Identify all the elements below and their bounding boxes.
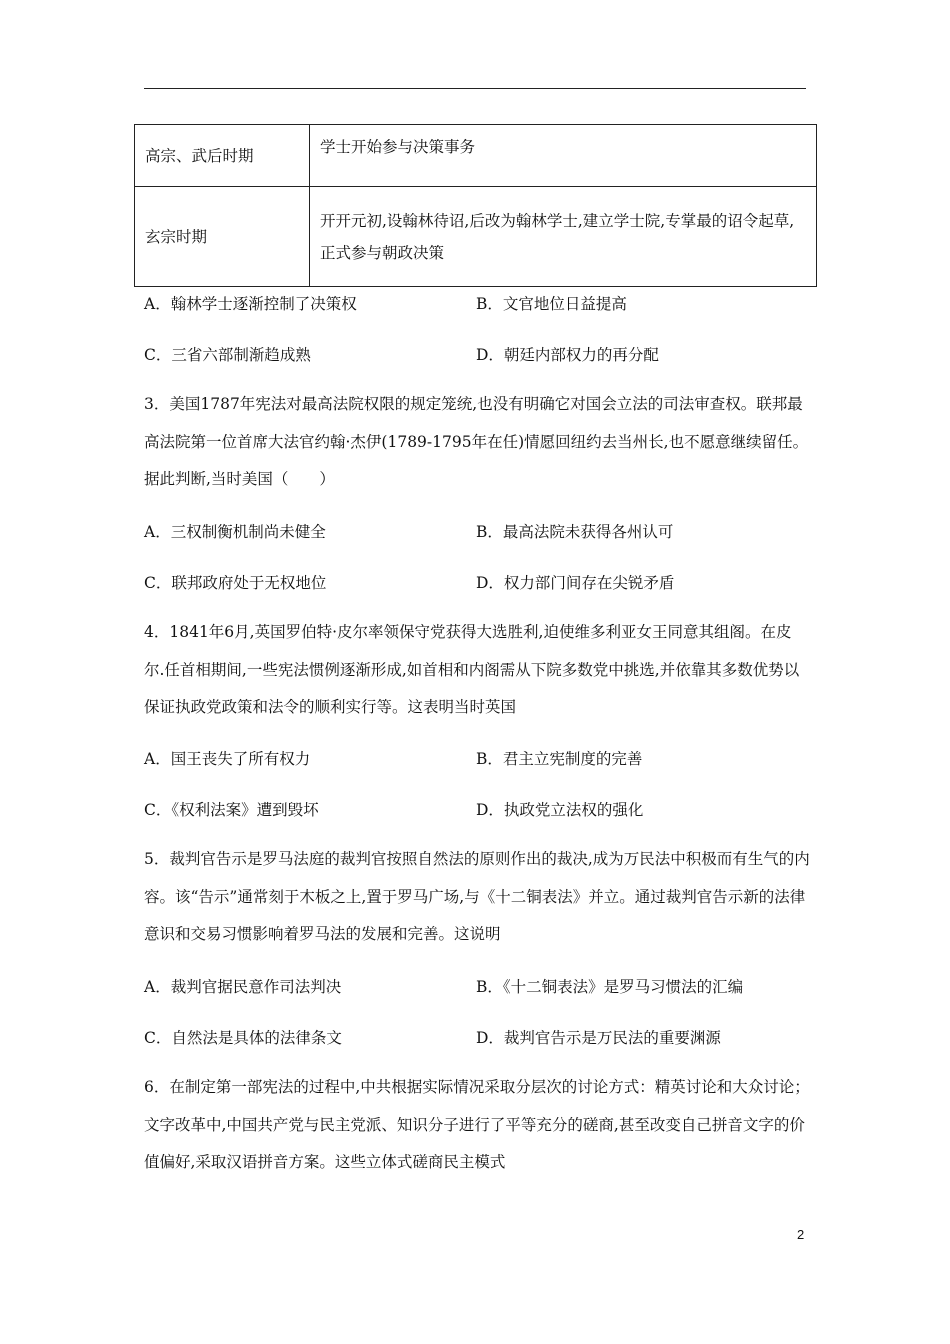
q4-option-d: D．执政党立法权的强化	[476, 801, 644, 819]
table-row	[135, 125, 817, 187]
history-table	[134, 124, 817, 287]
q5-option-a: A．裁判官据民意作司法判决	[144, 978, 342, 996]
q2-option-b: B．文官地位日益提高	[476, 295, 627, 313]
q4-option-a: A．国王丧失了所有权力	[144, 750, 311, 768]
q6-stem: 6．在制定第一部宪法的过程中,中共根据实际情况采取分层次的讨论方式：精英讨论和大众讨论；文字改革中,中国共产党与民主党派、知识分子进行了平等充分的磋商,甚至改变自己拼音文字的价值偏好,采取汉语拼音方案。这些立体式磋商民主模式	[144, 1078, 810, 1171]
q3-option-d: D．权力部门间存在尖锐矛盾	[476, 574, 675, 592]
table-cell-desc: 开开元初,设翰林待诏,后改为翰林学士,建立学士院,专掌最的诏令起草,正式参与朝政决策	[310, 187, 817, 287]
q3-option-b: B．最高法院未获得各州认可	[476, 523, 674, 541]
q3-option-a: A．三权制衡机制尚未健全	[144, 523, 326, 541]
q3-option-c: C．联邦政府处于无权地位	[144, 574, 327, 592]
q5-option-d: D．裁判官告示是万民法的重要渊源	[476, 1029, 721, 1047]
table-cell-period: 玄宗时期	[135, 187, 310, 287]
q5-stem: 5．裁判官告示是罗马法庭的裁判官按照自然法的原则作出的裁决,成为万民法中积极而有生气的内容。该“告示”通常刻于木板之上,置于罗马广场,与《十二铜表法》并立。通过裁判官告示新的法律意识和交易习惯影响着罗马法的发展和完善。这说明	[144, 850, 810, 943]
q2-option-c: C．三省六部制渐趋成熟	[144, 346, 311, 364]
q4-option-c: C．《权利法案》遭到毁坏	[144, 801, 319, 819]
q4-option-b: B．君主立宪制度的完善	[476, 750, 643, 768]
header-rule	[144, 88, 806, 89]
q2-option-d: D．朝廷内部权力的再分配	[476, 346, 659, 364]
q3-stem: 3．美国1787年宪法对最高法院权限的规定笼统,也没有明确它对国会立法的司法审查权。联邦最高法院第一位首席大法官约翰·杰伊(1789-1795年在任)情愿回纽约去当州长,也不愿意继续留任。据此判断,当时美国（ ）	[144, 395, 809, 488]
page-number: 2	[797, 1227, 805, 1242]
table-row	[135, 187, 817, 287]
table-cell-period: 高宗、武后时期	[135, 125, 310, 187]
q5-option-c: C．自然法是具体的法律条文	[144, 1029, 342, 1047]
table-cell-desc: 学士开始参与决策事务	[310, 125, 817, 187]
q5-option-b: B．《十二铜表法》是罗马习惯法的汇编	[476, 978, 744, 996]
q4-stem: 4．1841年6月,英国罗伯特·皮尔率领保守党获得大选胜利,迫使维多利亚女王同意其组阁。在皮尔.任首相期间,一些宪法惯例逐渐形成,如首相和内阁需从下院多数党中挑选,并依靠其多数优势以保证执政党政策和法令的顺利实行等。这表明当时英国	[144, 623, 800, 716]
q2-option-a: A．翰林学士逐渐控制了决策权	[144, 295, 357, 313]
